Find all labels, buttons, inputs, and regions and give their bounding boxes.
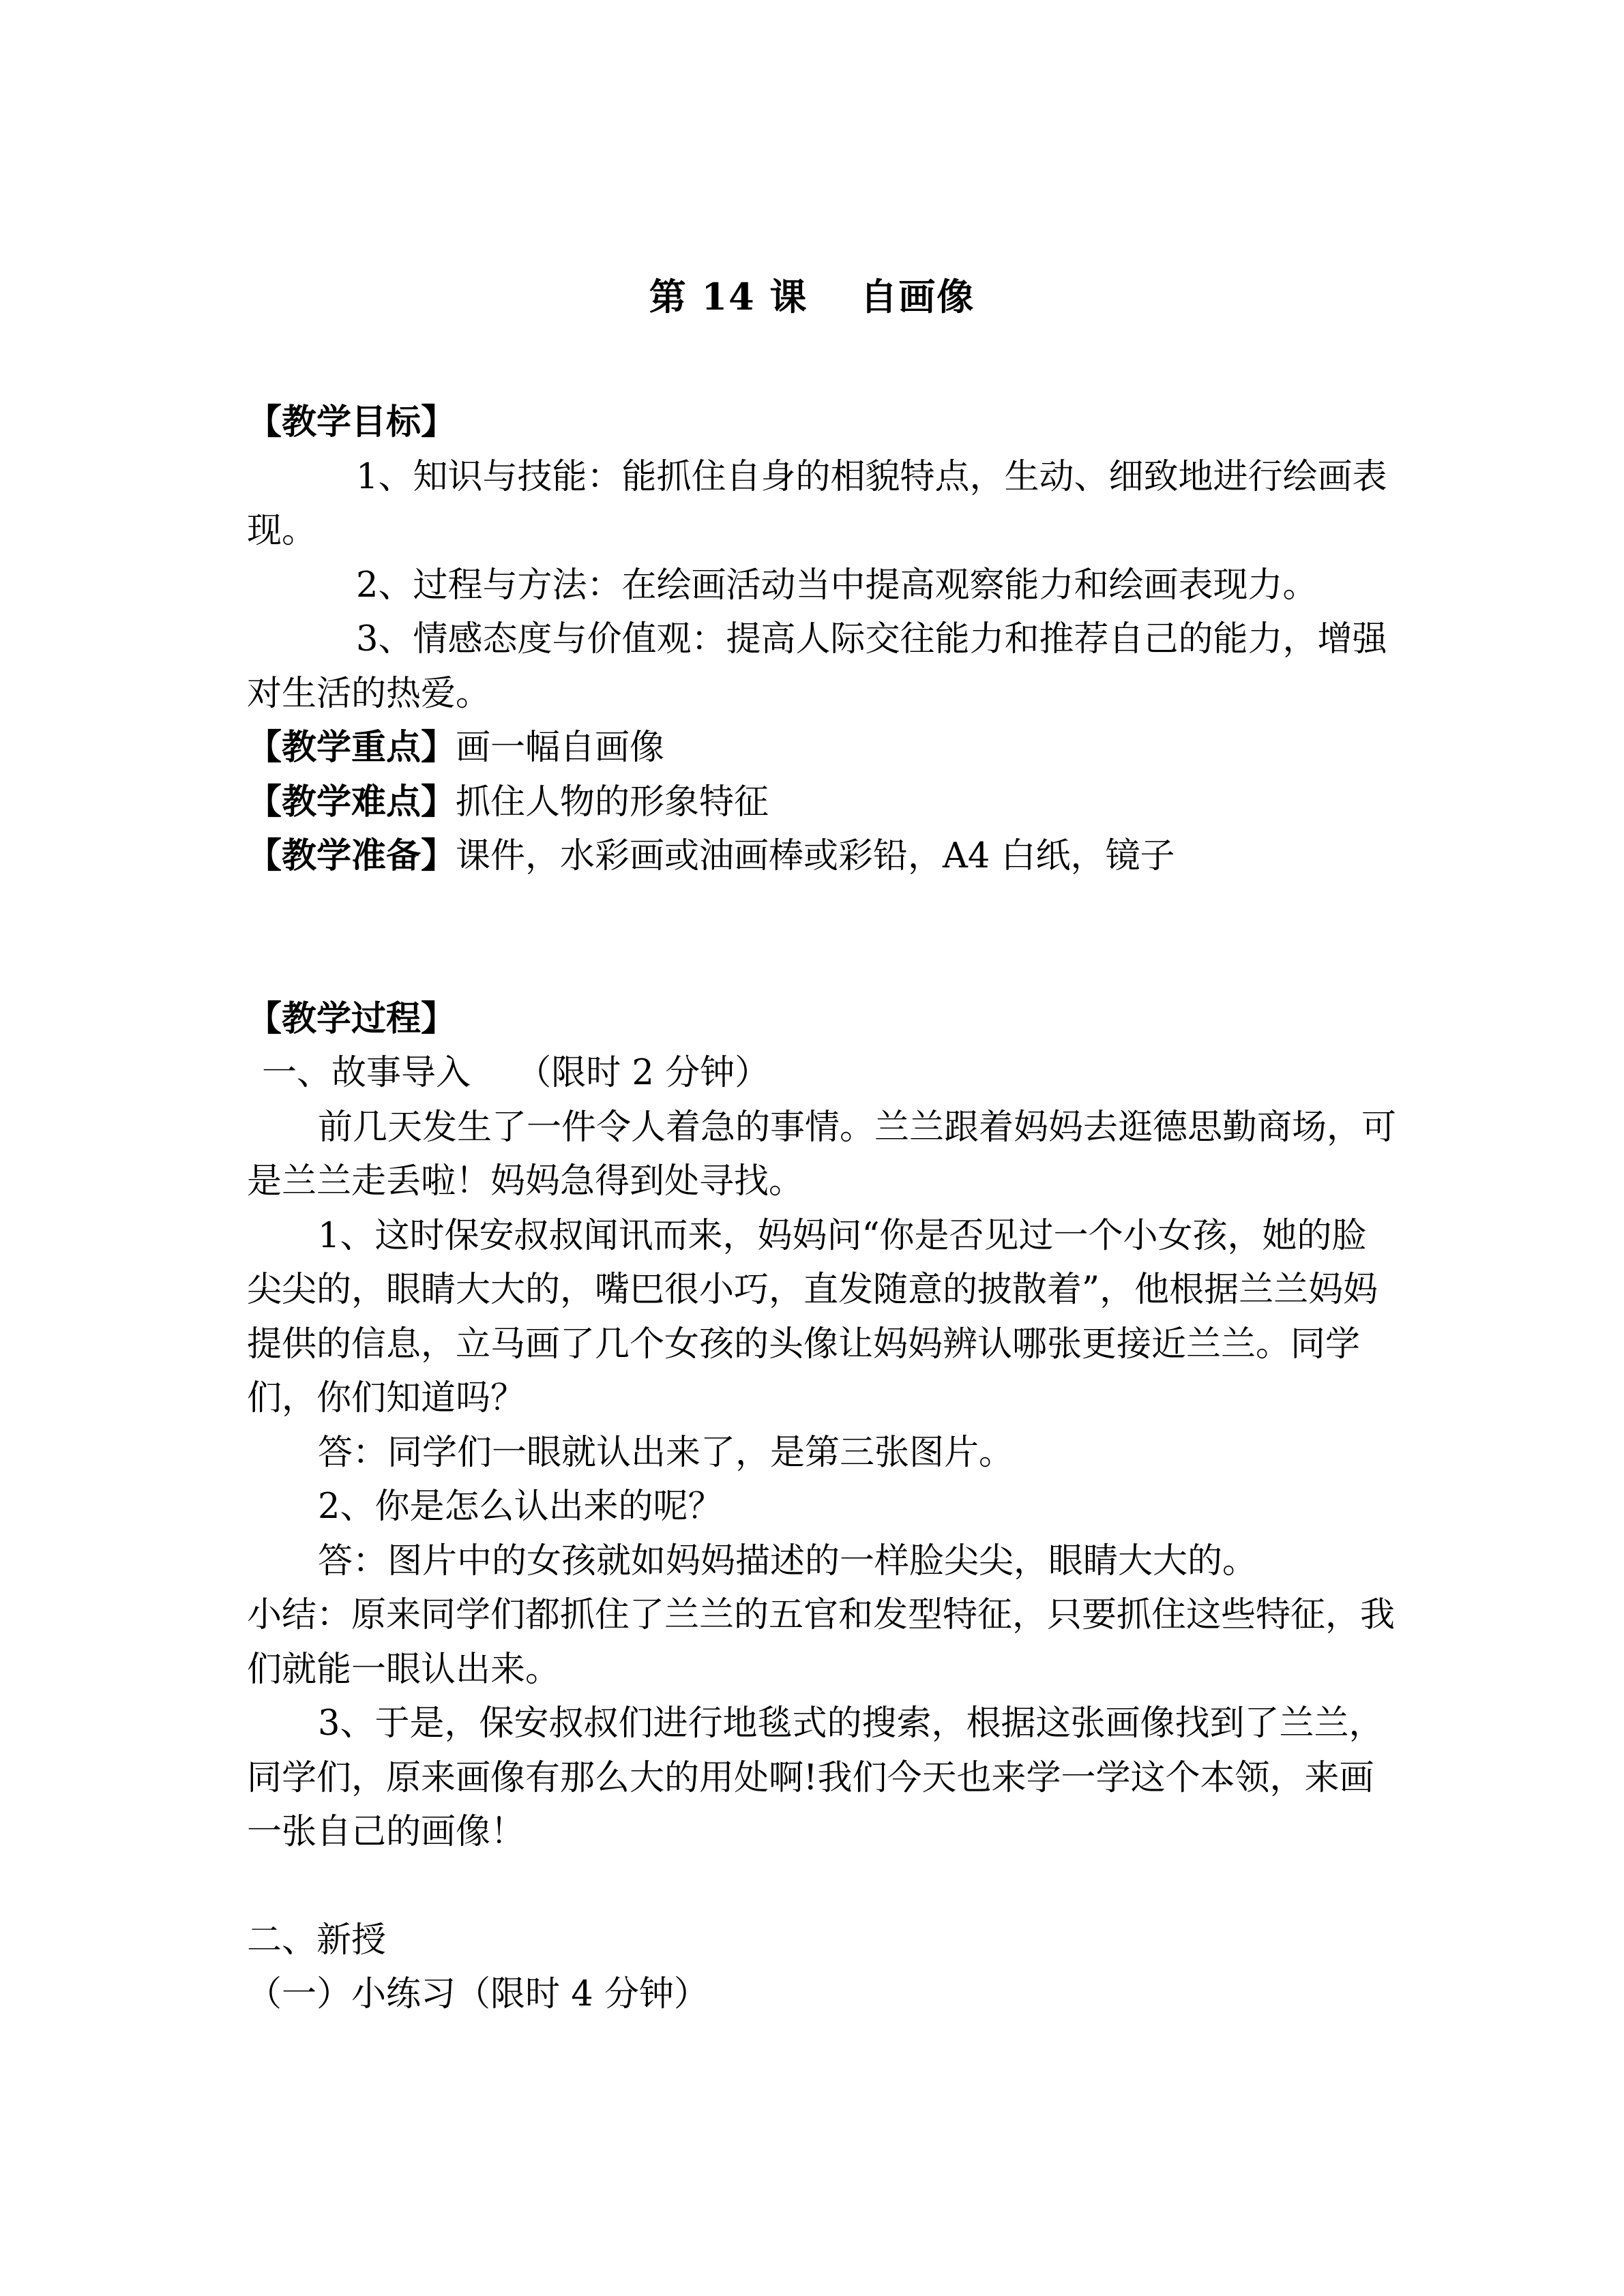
process-paragraph: 前几天发生了一件令人着急的事情。兰兰跟着妈妈去逛德思勤商场，可是兰兰走丢啦！妈妈急得到处寻找。 [247,1107,1397,1202]
key-point-text: 画一幅自画像 [456,728,665,768]
preparation-text: 课件，水彩画或油画棒或彩铅，A4 白纸，镜子 [456,836,1175,876]
process-paragraph: 2、你是怎么认出来的呢？ [318,1487,723,1527]
process-paragraph: 3、于是，保安叔叔们进行地毯式的搜索，根据这张画像找到了兰兰，同学们，原来画像有那么大的用处啊!我们今天也来学一学这个本领，来画一张自己的画像！ [247,1703,1384,1852]
process-paragraph: 答：同学们一眼就认出来了，是第三张图片。 [318,1432,1014,1473]
objective-item: 3、情感态度与价值观：提高人际交往能力和推荐自己的能力，增强对生活的热爱。 [247,619,1387,714]
process-paragraph: 1、这时保安叔叔闻讯而来，妈妈问“你是否见过一个小女孩，她的脸尖尖的，眼睛大大的，嘴巴很小巧，直发随意的披散着”，他根据兰兰妈妈提供的信息，立马画了几个女孩的头像让妈妈辨认哪张更接近兰兰。同学们，你们知道吗？ [247,1215,1378,1418]
process-paragraph: 答：图片中的女孩就如妈妈描述的一样脸尖尖，眼睛大大的。 [318,1540,1258,1581]
key-point-label: 【教学重点】 [247,727,456,768]
process-heading: 【教学过程】 [247,998,456,1039]
difficulty-text: 抓住人物的形象特征 [456,781,769,822]
section-gap [247,884,1400,992]
part1-heading: 一、故事导入 （限时 2 分钟） [262,1053,770,1093]
key-point-line [247,721,1400,775]
difficulty-label: 【教学难点】 [247,781,456,822]
objectives-heading: 【教学目标】 [247,402,456,443]
document-body [247,396,1400,2022]
part2-subheading: （一）小练习（限时 4 分钟） [247,1974,709,2014]
preparation-label: 【教学准备】 [247,835,456,876]
objective-item: 2、过程与方法：在绘画活动当中提高观察能力和绘画表现力。 [356,565,1318,606]
lesson-title: 第 14 课 自画像 [649,275,975,318]
objective-item: 1、知识与技能：能抓住自身的相貌特点，生动、细致地进行绘画表现。 [247,456,1387,551]
part2-heading: 二、新授 [247,1920,387,1960]
preparation-line [247,829,1400,884]
difficulty-line [247,775,1400,830]
process-summary: 小结：原来同学们都抓住了兰兰的五官和发型特征，只要抓住这些特征，我们就能一眼认出来。 [247,1595,1396,1690]
section-gap [247,1860,1400,1913]
